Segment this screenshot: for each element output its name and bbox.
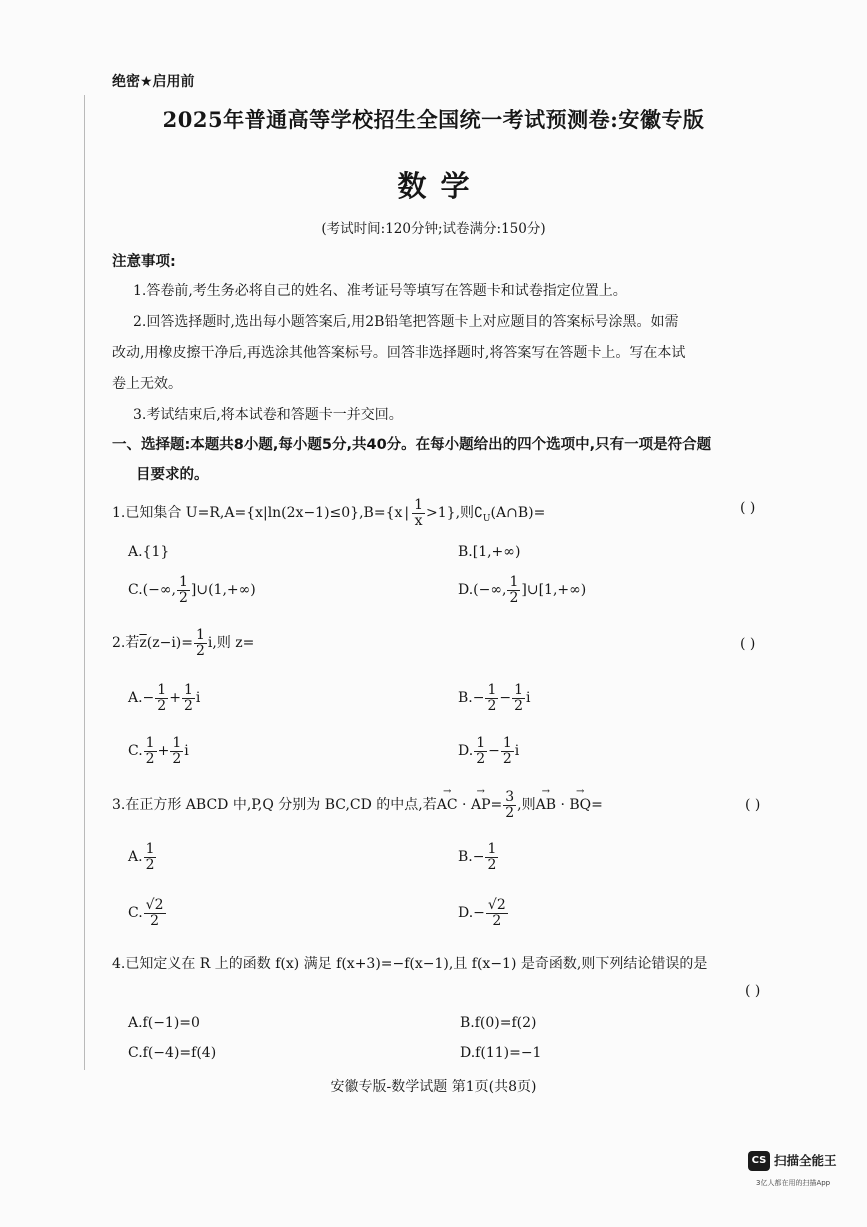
- q2-c-pre: C.: [128, 743, 143, 760]
- binding-margin-line: [84, 95, 85, 1070]
- q2-b-post: i: [526, 690, 531, 707]
- q2-b-n2: 1: [514, 682, 524, 698]
- q1-frac-den: x: [414, 512, 423, 529]
- q1-option-d: [458, 575, 586, 605]
- question-3-stem: [112, 790, 603, 820]
- q3-option-b: [458, 842, 499, 872]
- q2-num: 1: [196, 627, 205, 643]
- question-4-stem: 4.已知定义在 R 上的函数 f(x) 满足 f(x+3)=−f(x−1),且 f(x−1) 是奇函数,则下列结论错误的是: [112, 956, 708, 972]
- q2-d-mid: −: [488, 743, 500, 760]
- q1-option-a: A.{1}: [128, 544, 170, 560]
- q3-d-pre: D.−: [458, 905, 485, 922]
- q3-stem-b: ,则: [517, 797, 536, 814]
- q3-dot: ·: [457, 797, 471, 814]
- q1-option-b: B.[1,+∞): [458, 544, 521, 560]
- q4-option-b: B.f(0)=f(2): [460, 1015, 537, 1031]
- q2-c-post: i: [184, 743, 189, 760]
- q2-d-n2: 1: [502, 735, 512, 751]
- q2-c-d1: 2: [145, 750, 155, 767]
- q1-stem-end: (A∩B)=: [490, 505, 546, 522]
- q2-d-d1: 2: [476, 750, 486, 767]
- q1-stem-part: 1.已知集合 U=R,A={x|ln(2x−1)≤0},B=: [112, 505, 386, 522]
- notice-item-2: 2.回答选择题时,选出每小题答案后,用2B铅笔把答题卡上对应题目的答案标号涂黑。如需: [133, 314, 679, 330]
- exam-title: 2025年普通高等学校招生全国统一考试预测卷:安徽专版: [162, 107, 705, 132]
- section-heading-cont: 目要求的。: [136, 467, 209, 483]
- q4-option-c: C.f(−4)=f(4): [128, 1045, 217, 1061]
- camscanner-logo-icon: CS: [748, 1151, 770, 1171]
- q2-c-n2: 1: [172, 735, 182, 751]
- q3-d-den: 2: [492, 912, 502, 929]
- q2-b-n1: 1: [487, 682, 497, 698]
- q3-option-c: [128, 898, 167, 928]
- notice-item-2-cont: 改动,用橡皮擦干净后,再选涂其他答案标号。回答非选择题时,将答案写在答题卡上。写在本试: [112, 345, 686, 361]
- subject-title: 数学: [397, 169, 484, 203]
- q2-a-post: i: [195, 690, 201, 707]
- q1-c-num: 1: [178, 574, 188, 590]
- q2-c-d2: 2: [172, 750, 182, 767]
- scanner-watermark: [748, 1149, 858, 1199]
- q2-stem-c: i,则 z=: [207, 635, 255, 652]
- q3-eq: =: [490, 797, 503, 814]
- q1-c-pre: C.(−∞,: [128, 582, 176, 599]
- q3-option-a: [128, 842, 157, 872]
- q1-subscript: U: [482, 513, 491, 524]
- q3-vector-ac: → AC: [437, 797, 458, 813]
- answer-bracket-2: ( ): [740, 636, 756, 652]
- q1-d-den: 2: [509, 589, 519, 606]
- question-1-stem: 1.已知集合 U=R,A={x|ln(2x−1)≤0},B={x | $\frac{1}{x}$ >1},则$∁_U(A\cap B)=$: [112, 497, 546, 529]
- q4-option-a: A.f(−1)=0: [128, 1015, 200, 1031]
- q3-b-pre: B.−: [458, 849, 485, 866]
- q3-b-den: 2: [487, 856, 497, 873]
- q2-a-n1: 1: [157, 682, 167, 698]
- q2-zbar: $\overline{z}$: [139, 635, 147, 652]
- q2-c-n1: 1: [145, 735, 155, 751]
- confidential-label: 绝密★启用前: [112, 74, 195, 90]
- q3-c-num: √2: [145, 897, 164, 913]
- q2-d-d2: 2: [502, 750, 512, 767]
- q4-option-d: D.f(11)=−1: [460, 1045, 542, 1061]
- q1-d-num: 1: [509, 574, 519, 590]
- q2-a-d1: 2: [157, 697, 167, 714]
- q1-option-c: [128, 575, 256, 605]
- q2-b-d2: 2: [514, 697, 524, 714]
- q2-stem-b: (z−i)=: [146, 635, 193, 652]
- q2-d-post: i: [514, 743, 520, 760]
- q1-set-left: {x: [385, 505, 403, 522]
- q2-option-b: [458, 683, 531, 713]
- q2-a-n2: 1: [183, 682, 193, 698]
- q3-a-num: 1: [145, 841, 155, 857]
- notice-item-1: 1.答卷前,考生务必将自己的姓名、准考证号等填写在答题卡和试卷指定位置上。: [133, 283, 627, 299]
- page-footer: 安徽专版-数学试题 第1页(共8页): [330, 1079, 537, 1095]
- q2-b-pre: B.−: [458, 690, 485, 707]
- q2-b-d1: 2: [487, 697, 497, 714]
- watermark-app-name: 扫描全能王: [774, 1153, 837, 1168]
- q2-den: 2: [196, 642, 205, 659]
- q3-a-pre: A.: [128, 849, 143, 866]
- q2-stem-a: 2.若: [112, 635, 140, 652]
- q3-d-num: √2: [487, 897, 506, 913]
- section-heading: 一、选择题:本题共8小题,每小题5分,共40分。在每小题给出的四个选项中,只有一项是符合题: [112, 437, 712, 453]
- watermark-tagline: 3亿人都在用的扫描App: [756, 1179, 831, 1187]
- q1-frac-num: 1: [414, 497, 424, 513]
- q1-set-right: >1}: [426, 505, 456, 522]
- q3-vector-ap: → AP: [471, 797, 491, 813]
- q2-c-mid: +: [157, 743, 170, 760]
- q1-c-post: ]∪(1,+∞): [190, 582, 256, 599]
- answer-bracket-1: ( ): [740, 500, 756, 516]
- q2-a-d2: 2: [183, 697, 193, 714]
- notice-item-2-end: 卷上无效。: [112, 376, 182, 392]
- q3-vector-bq: → BQ: [569, 797, 591, 813]
- q2-option-c: [128, 736, 189, 766]
- q3-stem-c: =: [591, 797, 603, 814]
- q3-a-den: 2: [145, 856, 155, 873]
- answer-bracket-3: ( ): [745, 797, 761, 813]
- q3-num: 3: [505, 789, 515, 805]
- question-2-stem: [112, 628, 254, 658]
- answer-bracket-4: ( ): [745, 983, 761, 999]
- q2-b-mid: −: [499, 690, 512, 707]
- q1-fraction: [412, 498, 425, 528]
- q3-dot-2: ·: [556, 797, 570, 814]
- q2-d-n1: 1: [476, 735, 486, 751]
- q2-a-pre: A.−: [128, 690, 155, 707]
- q1-d-pre: D.(−∞,: [458, 582, 507, 599]
- q2-option-a: [128, 683, 200, 713]
- q3-stem-a: 3.在正方形 ABCD 中,P,Q 分别为 BC,CD 的中点,若: [112, 797, 437, 814]
- q1-d-post: ]∪[1,+∞): [521, 582, 587, 599]
- q3-vector-ab: → AB: [536, 797, 556, 813]
- q2-a-mid: +: [169, 690, 181, 707]
- q3-option-d: [458, 898, 509, 928]
- notice-item-3: 3.考试结束后,将本试卷和答题卡一并交回。: [133, 407, 403, 423]
- q3-c-den: 2: [150, 912, 160, 929]
- notice-title: 注意事项:: [112, 254, 176, 270]
- q3-b-num: 1: [487, 841, 497, 857]
- exam-info: (考试时间:120分钟;试卷满分:150分): [321, 221, 546, 237]
- q1-c-den: 2: [178, 589, 188, 606]
- q1-stem-complement: ,则∁: [455, 505, 483, 522]
- q2-d-pre: D.: [458, 743, 474, 760]
- q3-den: 2: [505, 804, 515, 821]
- q2-option-d: [458, 736, 519, 766]
- q3-c-pre: C.: [128, 905, 143, 922]
